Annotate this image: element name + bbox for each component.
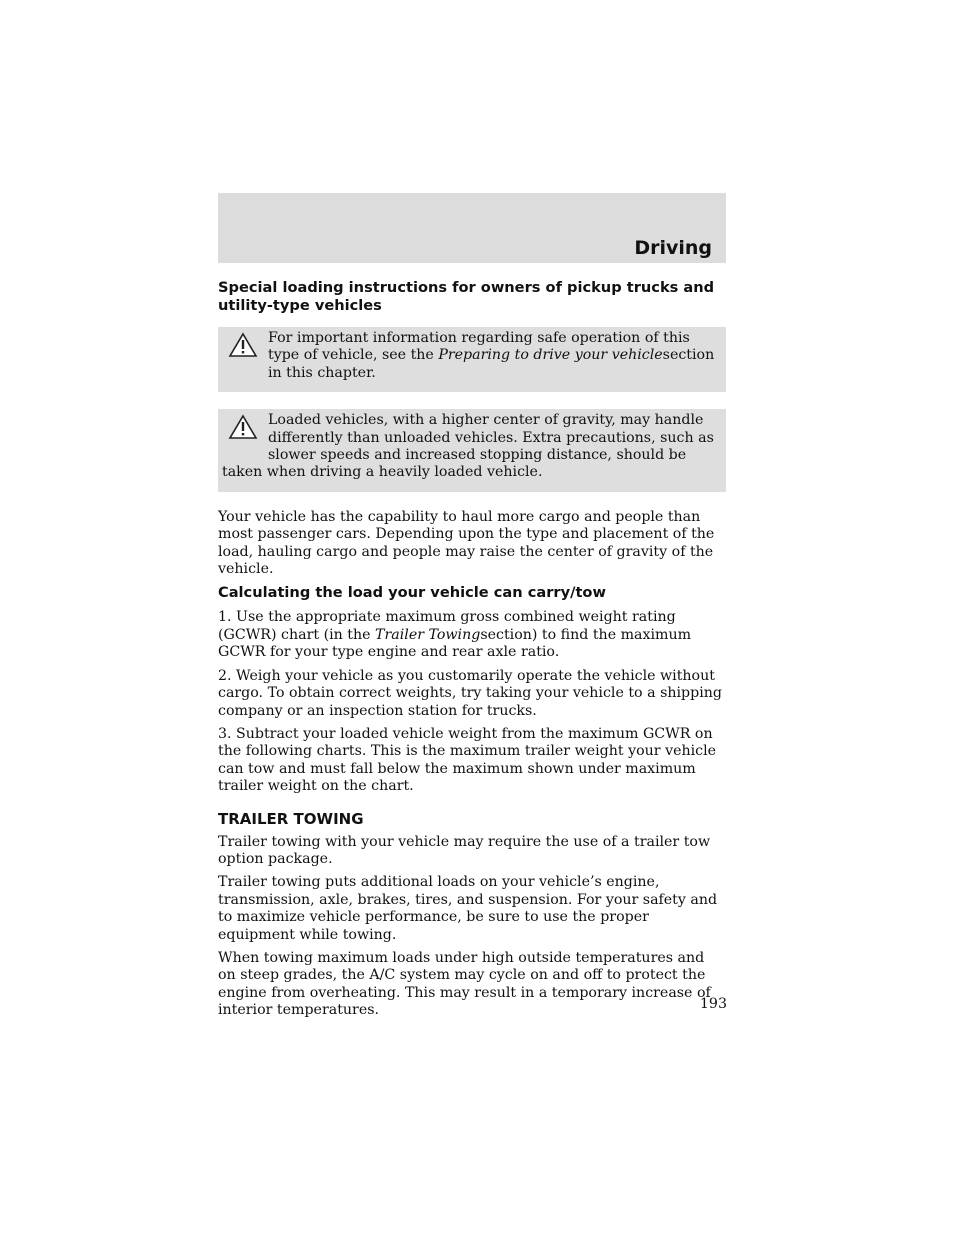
warning1-text: For important information regarding safe operation of this type of vehicle, see the Preparing to drive your vehiclesection in this chapter. — [268, 330, 715, 381]
warning1-link-text: Preparing to drive your vehicle — [438, 347, 663, 364]
step-1: 1. Use the appropriate maximum gross combined weight rating (GCWR) chart (in the Trailer Towingsection) to find the maximum GCWR for your type engine and rear axle ratio. — [218, 609, 692, 661]
page-number: 193 — [699, 996, 727, 1012]
section-title: Driving — [634, 237, 712, 259]
warning-triangle-icon — [222, 330, 268, 368]
section-header-band — [218, 193, 726, 263]
paragraph-capability: Your vehicle has the capability to haul more cargo and people than most passenger cars. Depending upon the type and placement of the load, hauling cargo and people may raise the center of gravity of the vehicle. — [218, 508, 715, 578]
heading-calculating-load: Calculating the load your vehicle can carry/tow — [218, 584, 606, 602]
warning-triangle-icon — [222, 412, 268, 450]
warning-box-safe-operation — [218, 327, 726, 392]
paragraph-trailer-3: When towing maximum loads under high outside temperatures and on steep grades, the A/C system may cycle on and off to protect the engine from overheating. This may result in a temporary increase of interior temperatures. — [218, 949, 711, 1019]
heading-special-loading: Special loading instructions for owners of pickup trucks and utility-type vehicles — [218, 279, 715, 314]
warning2-text: Loaded vehicles, with a higher center of gravity, may handle differently than unloaded vehicles. Extra precautions, such as slower speeds and increased stopping distance, should be taken when driving a heavily loaded vehicle. — [222, 412, 714, 481]
heading-trailer-towing: TRAILER TOWING — [218, 809, 364, 828]
paragraph-trailer-1: Trailer towing with your vehicle may require the use of a trailer tow option package. — [218, 833, 711, 867]
step-3: 3. Subtract your loaded vehicle weight from the maximum GCWR on the following charts. This is the maximum trailer weight your vehicle can tow and must fall below the maximum shown under maximum trailer weight on the chart. — [218, 725, 717, 795]
step-2: 2. Weigh your vehicle as you customarily operate the vehicle without cargo. To obtain correct weights, try taking your vehicle to a shipping company or an inspection station for trucks. — [218, 667, 722, 719]
paragraph-trailer-2: Trailer towing puts additional loads on your vehicle’s engine, transmission, axle, brakes, tires, and suspension. For your safety and to maximize vehicle performance, be sure to use the proper equipment while towing. — [218, 874, 718, 943]
warning-box-loaded-vehicles — [218, 409, 726, 492]
page-content — [218, 279, 726, 1026]
